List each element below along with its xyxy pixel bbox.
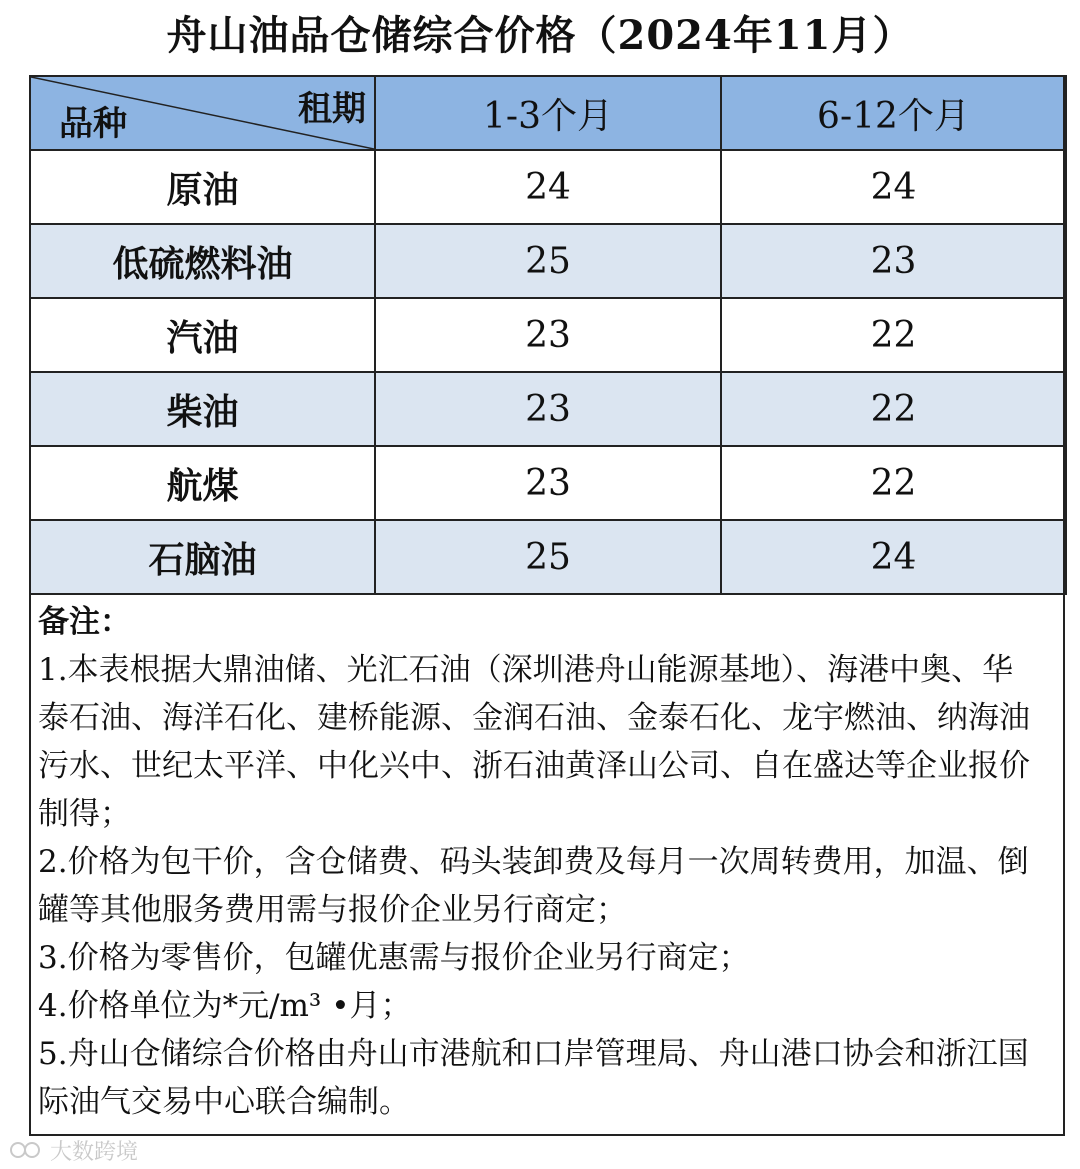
product-name: 航煤: [30, 446, 375, 520]
price-1-3-months: 23: [375, 298, 721, 372]
note-item: 4.价格单位为*元/m³ •月；: [38, 988, 412, 1024]
price-1-3-months: 25: [375, 520, 721, 594]
product-name: 原油: [30, 150, 375, 224]
note-item: 1.本表根据大鼎油储、光汇石油（深圳港舟山能源基地）、海港中奥、华泰石油、海洋石化、建桥能源、金润石油、金泰石化、龙宇燃油、纳海油污水、世纪太平洋、中化兴中、浙石油黄泽山公司、自在盛达等企业报价制得；: [38, 652, 1030, 832]
price-6-12-months: 22: [721, 446, 1066, 520]
watermark-logo-icon: [10, 1139, 44, 1161]
notes-title: 备注：: [38, 604, 131, 640]
price-1-3-months: 25: [375, 224, 721, 298]
product-name: 柴油: [30, 372, 375, 446]
watermark-text: 大数跨境: [50, 1139, 139, 1165]
price-1-3-months: 23: [375, 372, 721, 446]
price-6-12-months: 22: [721, 372, 1066, 446]
price-6-12-months: 22: [721, 298, 1066, 372]
column-header-1-3-months: 1-3个月: [375, 76, 721, 150]
note-item: 5.舟山仓储综合价格由舟山市港航和口岸管理局、舟山港口协会和浙江国际油气交易中心联合编制。: [38, 1036, 1029, 1120]
price-6-12-months: 24: [721, 150, 1066, 224]
product-name: 石脑油: [30, 520, 375, 594]
price-1-3-months: 23: [375, 446, 721, 520]
product-name: 低硫燃料油: [30, 224, 375, 298]
page-title: 舟山油品仓储综合价格（2024年11月）: [166, 12, 914, 59]
product-label: 品种: [59, 104, 127, 144]
lease-term-label: 租期: [298, 89, 366, 129]
price-6-12-months: 24: [721, 520, 1066, 594]
column-header-6-12-months: 6-12个月: [721, 76, 1066, 150]
price-6-12-months: 23: [721, 224, 1066, 298]
notes-section: [38, 598, 1038, 1126]
watermark: [10, 1135, 138, 1165]
price-1-3-months: 24: [375, 150, 721, 224]
note-item: 3.价格为零售价，包罐优惠需与报价企业另行商定；: [38, 940, 750, 976]
note-item: 2.价格为包干价，含仓储费、码头装卸费及每月一次周转费用，加温、倒罐等其他服务费用需与报价企业另行商定；: [38, 844, 1029, 928]
product-name: 汽油: [30, 298, 375, 372]
